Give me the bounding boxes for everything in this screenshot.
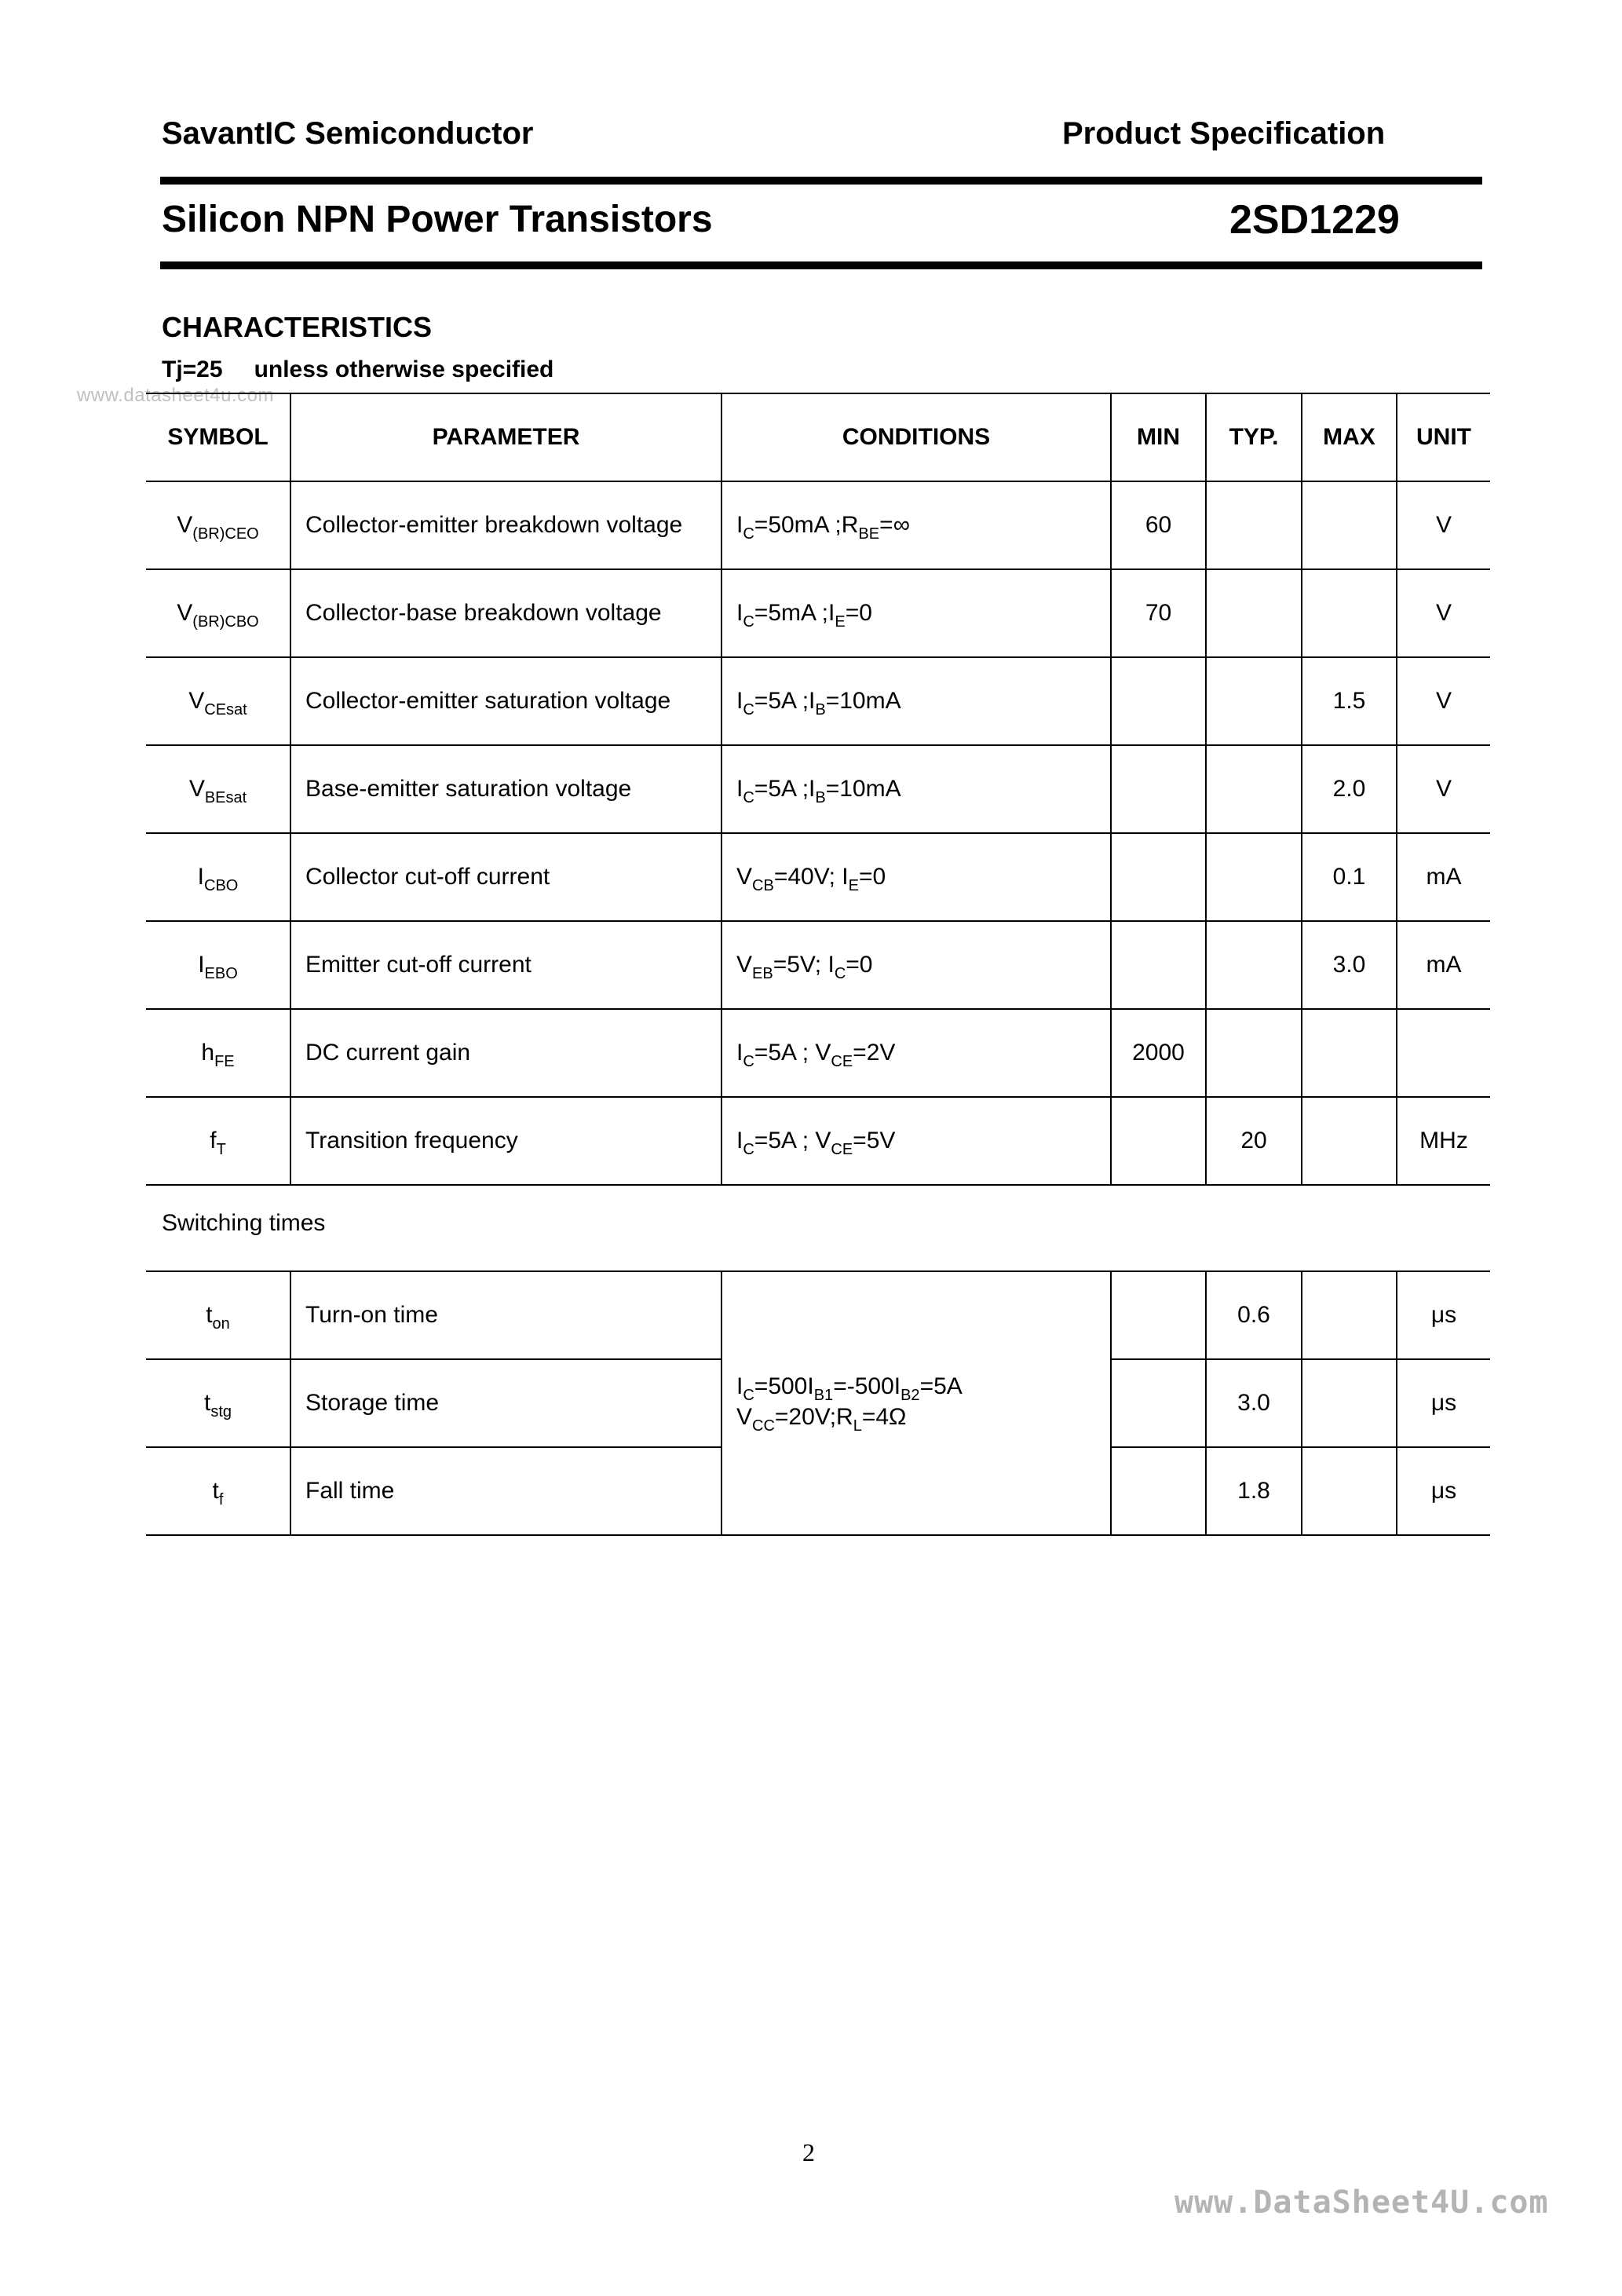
symbol-cell [146,1271,290,1359]
typ-cell [1206,833,1302,921]
min-cell [1111,745,1206,833]
symbol-subscript: EBO [204,965,238,982]
parameter-cell: Collector-emitter saturation voltage [290,657,721,745]
cond-part: =5A [919,1373,963,1399]
cond-subscript: CE [831,1141,853,1158]
symbol-subscript: CEsat [204,701,247,718]
typ-cell: 0.6 [1206,1271,1302,1359]
min-cell [1111,833,1206,921]
symbol-cell [146,481,290,569]
symbol-main: V [188,776,205,802]
unit-cell: V [1397,657,1490,745]
document-type: Product Specification [1062,116,1386,151]
cond-part: V [736,952,753,978]
header-symbol: SYMBOL [146,393,290,481]
switching-condition-line-2 [736,1403,1110,1434]
max-cell [1302,481,1397,569]
parameter-cell: Turn-on time [290,1271,721,1359]
cond-part: =5mA ;I [754,600,835,626]
min-cell [1111,1271,1206,1359]
max-cell: 0.1 [1302,833,1397,921]
cond-subscript: CB [752,877,774,894]
cond-part: V [736,1404,753,1430]
table-row [146,921,1490,1009]
cond-subscript: C [743,613,754,631]
parameter-cell: Fall time [290,1447,721,1535]
cond-part: I [736,1373,743,1399]
cond-subscript: C [743,789,754,806]
symbol-cell [146,1447,290,1535]
cond-subscript: B2 [901,1387,920,1404]
table-row [146,833,1490,921]
max-cell [1302,1271,1397,1359]
cond-part: =4Ω [861,1404,907,1430]
unit-cell: MHz [1397,1097,1490,1185]
symbol-cell [146,1097,290,1185]
cond-part: =5A ; V [754,1128,831,1153]
header-rule-top [160,177,1482,185]
typ-cell [1206,745,1302,833]
switching-conditions-cell [721,1271,1111,1535]
conditions-cell [721,1009,1111,1097]
cond-part: =5A ; V [754,1040,831,1066]
cond-subscript: B [815,789,826,806]
typ-cell [1206,1009,1302,1097]
symbol-main: t [203,1390,211,1416]
section-title: CHARACTERISTICS [162,311,433,343]
header-typ: TYP. [1206,393,1302,481]
condition-temperature: Tj=25 [162,356,223,382]
cond-part: =20V;R [774,1404,853,1430]
symbol-main: h [201,1040,215,1066]
min-cell [1111,1097,1206,1185]
cond-part: =0 [846,952,873,978]
min-cell: 70 [1111,569,1206,657]
unit-cell: μs [1397,1447,1490,1535]
typ-cell [1206,657,1302,745]
cond-part: I [736,512,743,538]
test-condition [162,356,553,383]
symbol-subscript: (BR)CBO [192,613,259,631]
typ-cell: 1.8 [1206,1447,1302,1535]
min-cell: 60 [1111,481,1206,569]
header-min: MIN [1111,393,1206,481]
symbol-subscript: BEsat [204,789,247,806]
cond-part: =5A ;I [754,776,816,802]
symbol-subscript: stg [210,1403,232,1420]
symbol-subscript: T [216,1141,226,1158]
unit-cell: μs [1397,1359,1490,1447]
parameter-cell: Collector-base breakdown voltage [290,569,721,657]
cond-subscript: C [834,965,846,982]
unit-cell: μs [1397,1271,1490,1359]
symbol-subscript: FE [214,1053,235,1070]
table-row [146,745,1490,833]
parameter-cell: Emitter cut-off current [290,921,721,1009]
cond-subscript: C [743,525,754,543]
unit-cell: V [1397,569,1490,657]
company-name: SavantIC Semiconductor [162,116,534,151]
symbol-cell [146,833,290,921]
cond-subscript: C [743,1387,754,1404]
table-row [146,1009,1490,1097]
product-title: Silicon NPN Power Transistors [162,199,713,240]
conditions-cell [721,745,1111,833]
cond-subscript: C [743,701,754,718]
parameter-cell: Base-emitter saturation voltage [290,745,721,833]
conditions-cell [721,481,1111,569]
max-cell [1302,1009,1397,1097]
cond-part: =∞ [879,512,910,538]
max-cell: 2.0 [1302,745,1397,833]
switching-condition-line-1 [736,1373,1110,1403]
cond-subscript: B [815,701,826,718]
parameter-cell: DC current gain [290,1009,721,1097]
symbol-subscript: on [212,1315,230,1333]
symbol-cell [146,1009,290,1097]
cond-subscript: EB [752,965,773,982]
cond-subscript: CC [752,1417,775,1435]
symbol-main: V [177,512,193,538]
header-conditions: CONDITIONS [721,393,1111,481]
switching-times-table [146,1270,1490,1536]
max-cell: 3.0 [1302,921,1397,1009]
symbol-main: f [210,1128,217,1153]
cond-part: =5V; I [773,952,835,978]
conditions-cell [721,833,1111,921]
table-row [146,569,1490,657]
table-header-row [146,393,1490,481]
cond-part: V [736,864,753,890]
cond-subscript: C [743,1141,754,1158]
watermark-top: www.datasheet4u.com [77,385,274,406]
unit-cell: mA [1397,921,1490,1009]
symbol-main: V [177,600,193,626]
cond-subscript: L [853,1417,862,1435]
symbol-main: I [198,952,205,978]
max-cell [1302,1359,1397,1447]
symbol-main: t [212,1478,219,1504]
min-cell [1111,1359,1206,1447]
symbol-subscript: f [218,1491,224,1508]
symbol-main: t [206,1302,213,1328]
symbol-cell [146,921,290,1009]
min-cell [1111,657,1206,745]
symbol-cell [146,745,290,833]
cond-part: =5V [853,1128,896,1153]
cond-part: =40V; I [773,864,849,890]
conditions-cell [721,569,1111,657]
table-row [146,1271,1490,1359]
typ-cell: 20 [1206,1097,1302,1185]
symbol-subscript: CBO [204,877,239,894]
switching-times-title: Switching times [162,1210,326,1236]
cond-subscript: CE [831,1053,853,1070]
symbol-cell [146,657,290,745]
cond-part: =10mA [825,776,901,802]
page-number: 2 [802,2138,815,2166]
min-cell [1111,921,1206,1009]
typ-cell [1206,569,1302,657]
part-number: 2SD1229 [1229,197,1400,243]
cond-part: I [736,776,743,802]
parameter-cell: Collector-emitter breakdown voltage [290,481,721,569]
watermark-bottom: www.DataSheet4U.com [1174,2184,1549,2221]
cond-part: =0 [858,864,886,890]
max-cell [1302,1097,1397,1185]
cond-part: I [736,600,743,626]
typ-cell [1206,921,1302,1009]
max-cell [1302,1447,1397,1535]
unit-cell: mA [1397,833,1490,921]
unit-cell [1397,1009,1490,1097]
characteristics-table [146,393,1490,1186]
cond-subscript: C [743,1053,754,1070]
symbol-subscript: (BR)CEO [192,525,259,543]
cond-part: =500I [754,1373,814,1399]
header-rule-bottom [160,261,1482,269]
symbol-cell [146,1359,290,1447]
symbol-main: V [188,688,205,714]
max-cell [1302,569,1397,657]
cond-part: I [736,1040,743,1066]
cond-subscript: E [835,613,846,631]
cond-part: =10mA [825,688,901,714]
cond-part: =2V [853,1040,896,1066]
conditions-cell [721,1097,1111,1185]
unit-cell: V [1397,745,1490,833]
parameter-cell: Collector cut-off current [290,833,721,921]
min-cell: 2000 [1111,1009,1206,1097]
min-cell [1111,1447,1206,1535]
table-row [146,481,1490,569]
cond-subscript: BE [858,525,880,543]
typ-cell [1206,481,1302,569]
header-unit: UNIT [1397,393,1490,481]
cond-part: =-500I [833,1373,901,1399]
cond-part: I [736,1128,743,1153]
condition-note: unless otherwise specified [254,356,554,382]
header-max: MAX [1302,393,1397,481]
table-row [146,1097,1490,1185]
cond-part: =0 [845,600,872,626]
symbol-cell [146,569,290,657]
conditions-cell [721,657,1111,745]
conditions-cell [721,921,1111,1009]
parameter-cell: Storage time [290,1359,721,1447]
symbol-main: I [197,864,204,890]
cond-subscript: B1 [813,1387,834,1404]
table-row [146,657,1490,745]
header-parameter: PARAMETER [290,393,721,481]
typ-cell: 3.0 [1206,1359,1302,1447]
cond-part: I [736,688,743,714]
cond-part: =50mA ;R [754,512,859,538]
cond-part: =5A ;I [754,688,816,714]
cond-subscript: E [848,877,859,894]
unit-cell: V [1397,481,1490,569]
parameter-cell: Transition frequency [290,1097,721,1185]
max-cell: 1.5 [1302,657,1397,745]
